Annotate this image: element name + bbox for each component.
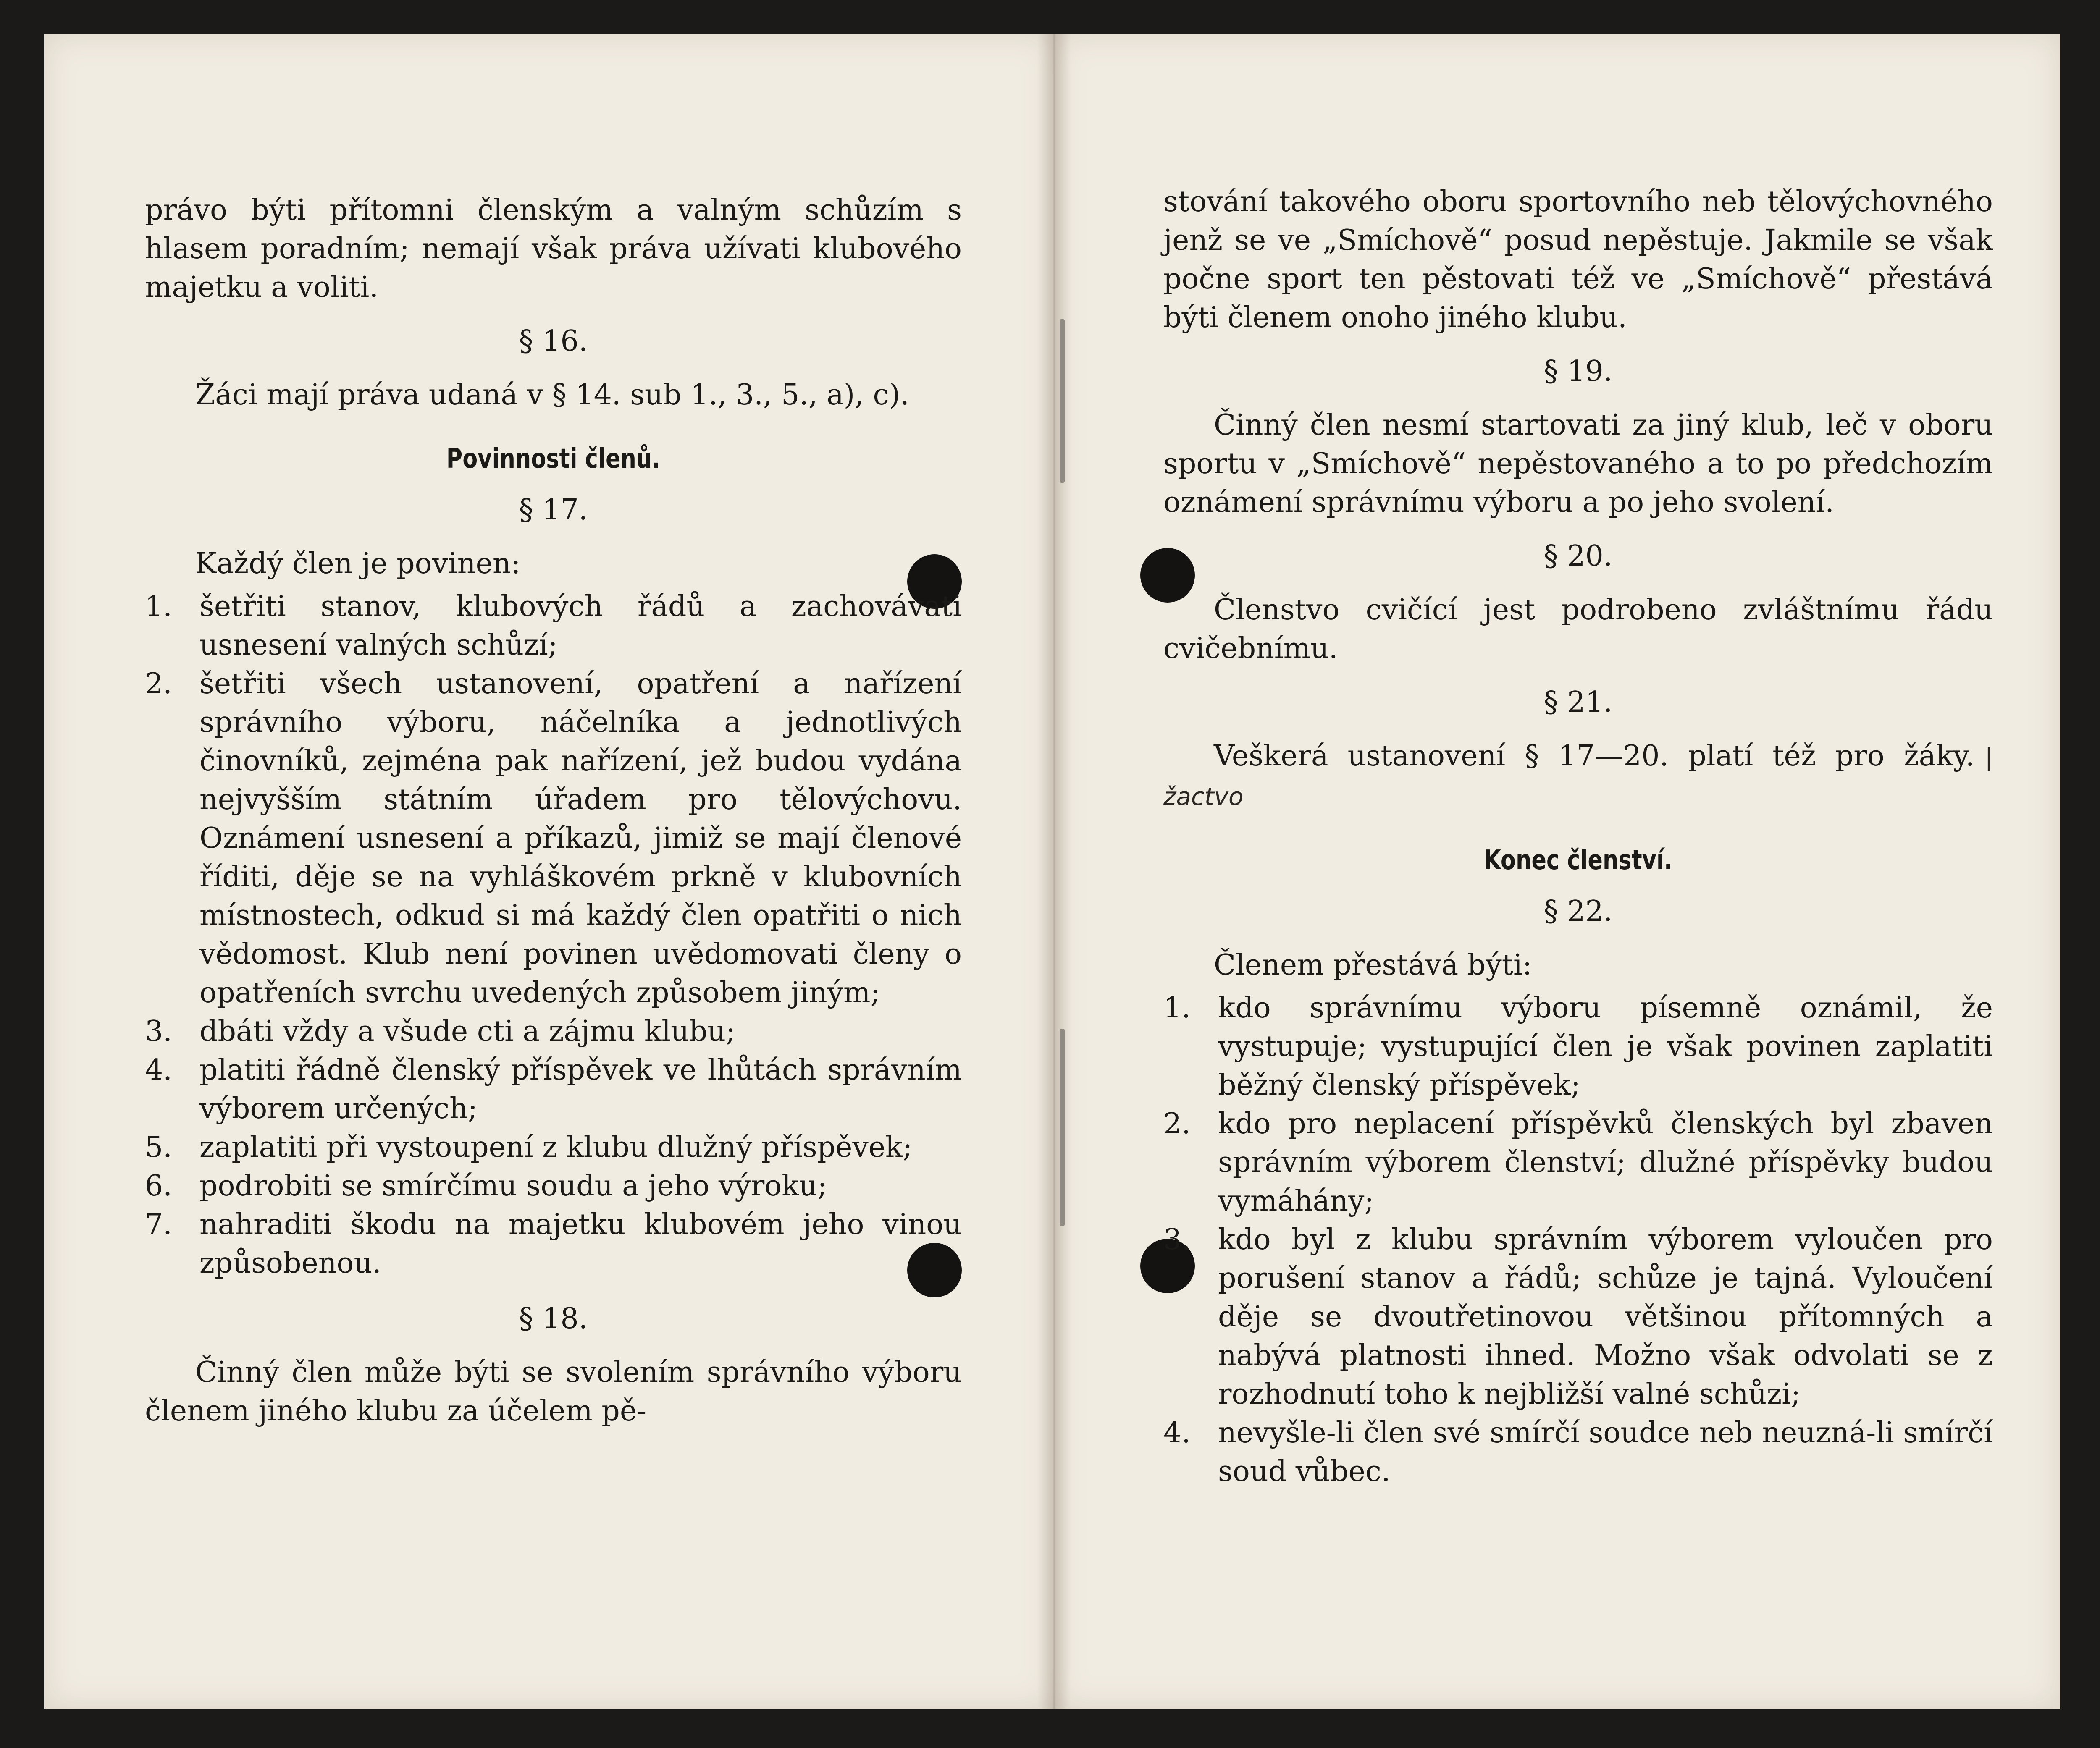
right-page-text (1163, 183, 1993, 1491)
duty-item-number: 6. (145, 1169, 172, 1203)
duty-item-number: 1. (145, 590, 172, 623)
end-item-text: kdo správnímu výboru písemně oznámil, že vystupuje; vystupující člen je však povinen zaplatiti běžný členský příspěvek; (1218, 991, 1993, 1102)
duty-item-text: šetřiti stanov, klubových řádů a zachovávati usnesení valných schůzí; (200, 590, 962, 662)
duty-item (145, 1051, 962, 1128)
end-item (1163, 1414, 1993, 1491)
end-item (1163, 1221, 1993, 1414)
duty-item (145, 1167, 962, 1206)
duty-item-text: podrobiti se smírčímu soudu a jeho výroku; (200, 1169, 827, 1203)
section-18-text: Činný člen může býti se svolením správního výboru členem jiného klubu za účelem pě- (145, 1356, 962, 1428)
section-16-number: § 16. (519, 325, 588, 358)
duty-item-number: 2. (145, 667, 172, 700)
section-19-number: § 19. (1544, 355, 1613, 388)
heading-member-duties: Povinnosti členů. (446, 443, 661, 474)
end-item-number: 2. (1163, 1107, 1191, 1140)
section-17-number: § 17. (519, 493, 588, 527)
duty-item-number: 3. (145, 1015, 172, 1048)
section-21-number: § 21. (1544, 686, 1613, 719)
duty-item-text: platiti řádně členský příspěvek ve lhůtách správním výborem určených; (200, 1054, 962, 1125)
section-19-text: Činný člen nesmí startovati za jiný klub, leč v oboru sportu v „Smíchově“ nepěstovaného a to po předchozím oznámení správnímu výboru a po jeho svolení. (1163, 409, 1993, 519)
duty-item-number: 7. (145, 1208, 172, 1241)
heading-end-of-membership: Konec členství. (1484, 845, 1672, 876)
duty-item-number: 5. (145, 1131, 172, 1164)
booklet-spine (1037, 34, 1071, 1709)
end-item-number: 1. (1163, 991, 1191, 1025)
duty-item (145, 1206, 962, 1283)
section-20-text: Členstvo cvičící jest podrobeno zvláštnímu řádu cvičebnímu. (1163, 593, 1993, 665)
section-16-text: Žáci mají práva udaná v § 14. sub 1., 3., 5., a), c). (195, 378, 909, 411)
continuation-paragraph: stování takového oboru sportovního neb tělovýchovného jenž se ve „Smíchově“ posud nepěstuje. Jakmile se však počne sport ten pěstovati též ve „Smíchově“ přestává býti členem onoho jiného klubu. (1163, 185, 1993, 334)
section-21-text: Veškerá ustanovení § 17—20. platí též pro žáky. (1214, 739, 1975, 773)
end-item (1163, 1105, 1993, 1221)
section-22-number: § 22. (1544, 895, 1613, 928)
section-17-intro: Každý člen je povinen: (195, 547, 521, 580)
section-22-intro: Členem přestává býti: (1214, 949, 1532, 982)
end-item-number: 4. (1163, 1416, 1191, 1449)
intro-paragraph: právo býti přítomni členským a valným schůzím s hlasem poradním; nemají však práva užívati klubového majetku a voliti. (145, 194, 962, 304)
section-20-number: § 20. (1544, 540, 1613, 573)
duty-item-text: nahraditi škodu na majetku klubovém jeho vinou způsobenou. (200, 1208, 962, 1280)
staple-top (1060, 319, 1065, 483)
handwritten-note: | žactvo (1163, 743, 1993, 811)
staple-bottom (1060, 1029, 1065, 1226)
duty-item (145, 1128, 962, 1167)
end-item (1163, 989, 1993, 1105)
duty-item-number: 4. (145, 1054, 172, 1087)
end-item-text: nevyšle-li člen své smírčí soudce neb neuzná-li smírčí soud vůbec. (1218, 1416, 1993, 1488)
end-item-number: 3. (1163, 1223, 1191, 1256)
end-item-text: kdo byl z klubu správním výborem vyloučen pro porušení stanov a řádů; schůze je tajná. Vyloučení děje se dvoutřetinovou většinou přítomných a nabývá platnosti ihned. Možno však odvolati se z rozhodnutí toho k nejbližší valné schůzi; (1218, 1223, 1993, 1411)
duty-item (145, 665, 962, 1012)
section-21-paragraph (1163, 737, 1993, 816)
end-item-text: kdo pro neplacení příspěvků členských byl zbaven správním výborem členství; dlužné příspěvky budou vymáhány; (1218, 1107, 1993, 1218)
duty-item-text: dbáti vždy a všude cti a zájmu klubu; (200, 1015, 735, 1048)
section-18-number: § 18. (519, 1302, 588, 1335)
duty-item-text: zaplatiti při vystoupení z klubu dlužný příspěvek; (200, 1131, 913, 1164)
duty-item-text: šetřiti všech ustanovení, opatření a nařízení správního výboru, náčelníka a jednotlivých činovníků, zejména pak nařízení, jež budou vydána nejvyšším státním úřadem pro tělovýchovu. Oznámení usnesení a příkazů, jimiž se mají členové říditi, děje se na vyhláškovém prkně v klubovních místnostech, odkud si má každý člen opatřiti o nich vědomost. Klub není povinen uvědomovati členy o opatřeních svrchu uvedených způsobem jiným; (200, 667, 962, 1009)
left-page-text (145, 191, 962, 1446)
duty-item (145, 587, 962, 665)
duty-item (145, 1012, 962, 1051)
